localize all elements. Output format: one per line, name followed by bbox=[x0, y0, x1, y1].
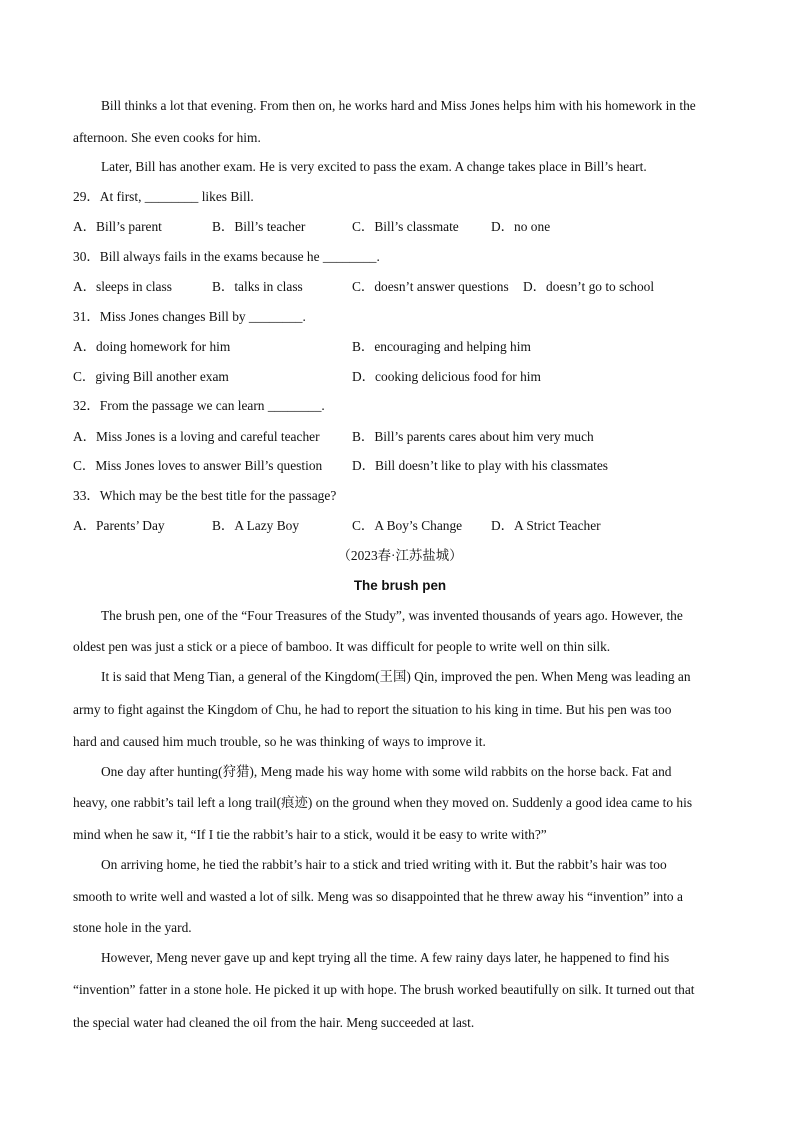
q33-option-c: C．A Boy’s Change bbox=[352, 518, 463, 533]
passage2-line: mind when he saw it, “If I tie the rabbit’s hair to a stick, would it be easy to write with?” bbox=[73, 827, 547, 842]
passage2-line: hard and caused him much trouble, so he was thinking of ways to improve it. bbox=[73, 734, 486, 749]
passage2-line: On arriving home, he tied the rabbit’s hair to a stick and tried writing with it. But the rabbit’s hair was too bbox=[101, 857, 667, 872]
passage2-line: It is said that Meng Tian, a general of the Kingdom(王国) Qin, improved the pen. When Meng was leading an bbox=[101, 669, 691, 684]
q30-option-b: B．talks in class bbox=[212, 279, 303, 294]
q32-option-a: A．Miss Jones is a loving and careful teacher bbox=[73, 429, 320, 444]
source-label: （2023春·江苏盐城） bbox=[337, 548, 463, 563]
question-32-stem: 32．From the passage we can learn ________. bbox=[73, 398, 325, 413]
q29-option-a: A．Bill’s parent bbox=[73, 219, 162, 234]
q30-option-d: D．doesn’t go to school bbox=[523, 279, 655, 294]
passage2-line: the special water had cleaned the oil from the hair. Meng succeeded at last. bbox=[73, 1015, 475, 1030]
q31-option-a: A．doing homework for him bbox=[73, 339, 231, 354]
q29-option-c: C．Bill’s classmate bbox=[352, 219, 459, 234]
q29-option-d: D．no one bbox=[491, 219, 551, 234]
q31-option-c: C．giving Bill another exam bbox=[73, 369, 229, 384]
q32-option-b: B．Bill’s parents cares about him very much bbox=[352, 429, 594, 444]
passage2-line: oldest pen was just a stick or a piece of bamboo. It was difficult for people to write well on thin silk. bbox=[73, 639, 611, 654]
q32-option-c: C．Miss Jones loves to answer Bill’s question bbox=[73, 458, 323, 473]
q33-option-b: B．A Lazy Boy bbox=[212, 518, 300, 533]
passage2-line: heavy, one rabbit’s tail left a long trail(痕迹) on the ground when they moved on. Suddenly a good idea came to his bbox=[73, 795, 693, 810]
passage2-line: stone hole in the yard. bbox=[73, 920, 192, 935]
passage2-line: One day after hunting(狩猎), Meng made his way home with some wild rabbits on the horse back. Fat and bbox=[101, 764, 672, 779]
passage1-line: Later, Bill has another exam. He is very excited to pass the exam. A change takes place in Bill’s heart. bbox=[101, 159, 647, 174]
passage1-line: afternoon. She even cooks for him. bbox=[73, 130, 261, 145]
question-31-stem: 31．Miss Jones changes Bill by ________. bbox=[73, 309, 306, 324]
passage1-line: Bill thinks a lot that evening. From then on, he works hard and Miss Jones helps him with his homework in the bbox=[101, 98, 696, 113]
question-33-stem: 33．Which may be the best title for the passage? bbox=[73, 488, 337, 503]
passage2-line: smooth to write well and wasted a lot of silk. Meng was so disappointed that he threw away his “invention” into a bbox=[73, 889, 683, 904]
q31-option-d: D．cooking delicious food for him bbox=[352, 369, 541, 384]
passage2-line: army to fight against the Kingdom of Chu, he had to report the situation to his king in time. But his pen was too bbox=[73, 702, 672, 717]
q32-option-d: D．Bill doesn’t like to play with his classmates bbox=[352, 458, 609, 473]
q30-option-c: C．doesn’t answer questions bbox=[352, 279, 509, 294]
q29-option-b: B．Bill’s teacher bbox=[212, 219, 306, 234]
passage2-line: The brush pen, one of the “Four Treasures of the Study”, was invented thousands of years ago. However, the bbox=[101, 608, 683, 623]
q33-option-d: D．A Strict Teacher bbox=[491, 518, 601, 533]
q30-option-a: A．sleeps in class bbox=[73, 279, 172, 294]
passage2-line: “invention” fatter in a stone hole. He picked it up with hope. The brush worked beautifully on silk. It turned out that bbox=[73, 982, 695, 997]
q33-option-a: A．Parents’ Day bbox=[73, 518, 165, 533]
q31-option-b: B．encouraging and helping him bbox=[352, 339, 531, 354]
question-30-stem: 30．Bill always fails in the exams because he ________. bbox=[73, 249, 380, 264]
question-29-stem: 29．At first, ________ likes Bill. bbox=[73, 189, 254, 204]
passage-title: The brush pen bbox=[353, 578, 447, 593]
passage2-line: However, Meng never gave up and kept trying all the time. A few rainy days later, he happened to find his bbox=[101, 950, 670, 965]
